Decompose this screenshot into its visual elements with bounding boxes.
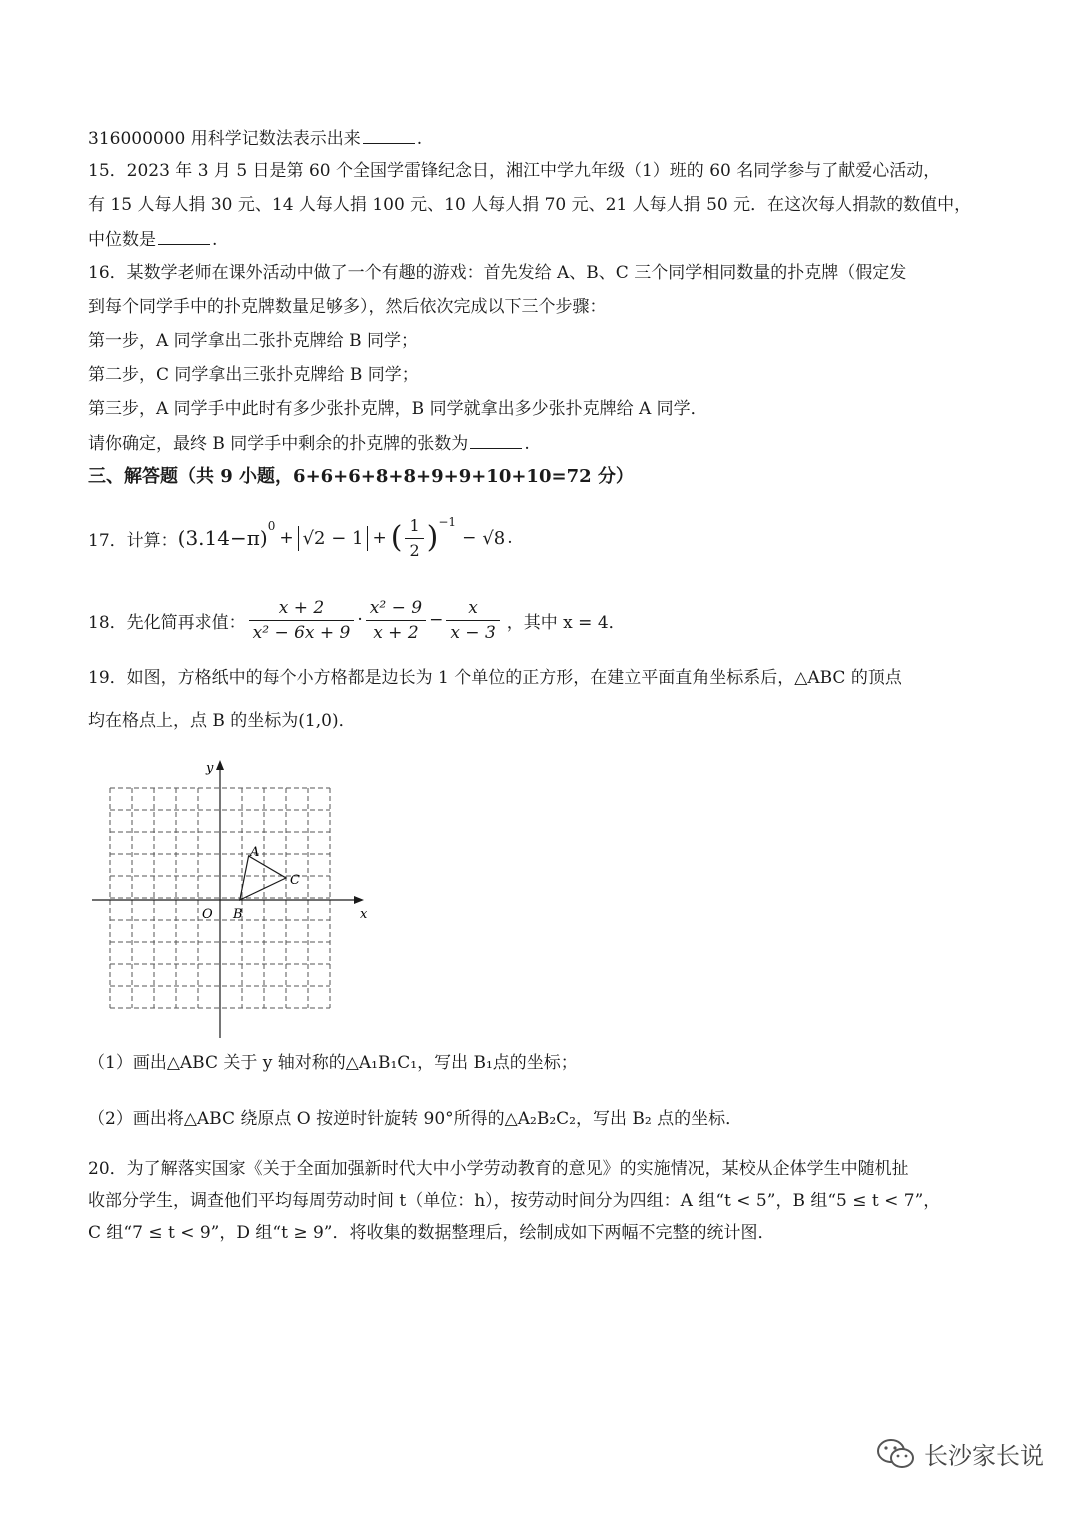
q18-expression: [88, 592, 626, 648]
q17-half-den: 2: [409, 540, 420, 560]
q17-term-a: (3.14−π): [177, 526, 268, 550]
q18-fraction-2: [366, 596, 426, 645]
q15-end: .: [212, 230, 218, 250]
q19-sub-1: （1）画出△ABC 关于 y 轴对称的△A₁B₁C₁，写出 B₁点的坐标；: [88, 1053, 578, 1073]
q17-end: .: [507, 528, 513, 548]
q20-line-2: 收部分学生，调查他们平均每周劳动时间 t（单位：h），按劳动时间分为四组：A 组“t < 5”，B 组“5 ≤ t < 7”，: [88, 1191, 941, 1211]
y-axis-label: y: [206, 761, 214, 776]
q18-f2-den: x + 2: [373, 622, 419, 643]
q20-line-1: 20．为了解落实国家《关于全面加强新时代大中小学劳动教育的意见》的实施情况，某校从企体学生中随机扯: [88, 1159, 909, 1179]
q19-sub-2: （2）画出将△ABC 绕原点 O 按逆时针旋转 90°所得的△A₂B₂C₂，写出 B₂ 点的坐标．: [88, 1109, 743, 1129]
q15-line-3-text: 中位数是: [88, 230, 156, 250]
q17-plus-2: +: [372, 528, 387, 548]
q18-f3-num: x: [446, 596, 499, 621]
q19-line-2: 均在格点上，点 B 的坐标为(1,0)．: [88, 711, 356, 731]
q15-line-3: [88, 228, 217, 251]
point-b-label: B: [233, 907, 243, 922]
q17-paren-right: ): [426, 520, 439, 555]
q17-plus-1: +: [279, 528, 294, 548]
point-c-label: C: [290, 873, 300, 888]
q18-f1-num: x + 2: [249, 596, 355, 621]
x-axis-label: x: [360, 907, 368, 922]
q16-step-3: 第三步，A 同学手中此时有多少张扑克牌，B 同学就拿出多少张扑克牌给 A 同学．: [88, 399, 708, 419]
x-axis-arrow: [354, 896, 364, 904]
q16-end: .: [524, 434, 530, 454]
q16-line-2: 到每个同学手中的扑克牌数量足够多），然后依次完成以下三个步骤：: [88, 297, 607, 317]
q14-tail-line: [88, 127, 422, 150]
q14-tail-text: 316000000 用科学记数法表示出来: [88, 129, 361, 149]
triangle-abc: [240, 856, 286, 900]
wechat-icon: [876, 1437, 916, 1471]
q17-abs: √2 − 1: [298, 526, 369, 551]
coordinate-grid-svg: [88, 752, 378, 1042]
watermark: [876, 1436, 1044, 1471]
q17-paren-left: (: [390, 520, 403, 555]
q17-term-a-exp: 0: [267, 519, 276, 533]
answer-blank: [158, 228, 210, 245]
q18-minus: −: [429, 610, 444, 630]
q18-f3-den: x − 3: [450, 622, 496, 643]
q17-label: 17．计算：: [88, 530, 178, 551]
q16-line-6: [88, 432, 530, 455]
coordinate-grid-figure: [88, 752, 378, 1046]
q19-line-1: 19．如图，方格纸中的每个小方格都是边长为 1 个单位的正方形，在建立平面直角坐标系后，△ABC 的顶点: [88, 668, 902, 688]
q18-fraction-3: [446, 596, 499, 645]
q17-sqrt8: √8: [482, 527, 506, 549]
origin-label: O: [202, 907, 213, 922]
q18-condition: ，其中 x = 4．: [506, 612, 626, 633]
q18-f1-den: x² − 6x + 9: [252, 622, 351, 643]
q16-step-2: 第二步，C 同学拿出三张扑克牌给 B 同学；: [88, 365, 419, 385]
q18-dot: ·: [357, 610, 363, 630]
q17-frac-exp: −1: [438, 515, 457, 529]
q20-line-3: C 组“7 ≤ t < 9”，D 组“t ≥ 9”．将收集的数据整理后，绘制成如下两幅不完整的统计图．: [88, 1223, 775, 1243]
q17-expression: [88, 513, 513, 563]
q15-line-2: 有 15 人每人捐 30 元、14 人每人捐 100 元、10 人每人捐 70 元、21 人每人捐 50 元．在这次每人捐款的数值中，: [88, 195, 972, 215]
q17-half-fraction: [405, 514, 423, 563]
section-header: 三、解答题（共 9 小题，6+6+6+8+8+9+9+10+10=72 分）: [88, 466, 634, 487]
q14-tail-end: .: [416, 129, 423, 149]
answer-blank: [363, 127, 415, 144]
q18-f2-num: x² − 9: [366, 596, 426, 621]
point-a-label: A: [250, 845, 260, 860]
answer-blank: [470, 432, 522, 449]
q16-line-6-text: 请你确定，最终 B 同学手中剩余的扑克牌的张数为: [88, 434, 469, 454]
q18-label: 18．先化简再求值：: [88, 612, 246, 633]
y-axis-arrow: [216, 760, 224, 770]
q17-minus: −: [462, 528, 477, 548]
q18-fraction-1: [249, 596, 355, 645]
q16-line-1: 16．某数学老师在课外活动中做了一个有趣的游戏：首先发给 A、B、C 三个同学相同数量的扑克牌（假定发: [88, 263, 907, 283]
q17-half-num: 1: [405, 514, 423, 539]
q16-step-1: 第一步，A 同学拿出二张扑克牌给 B 同学；: [88, 331, 418, 351]
q15-line-1: 15．2023 年 3 月 5 日是第 60 个全国学雷锋纪念日，湘江中学九年级（1）班的 60 名同学参与了献爱心活动，: [88, 161, 941, 181]
watermark-text: 长沙家长说: [924, 1442, 1044, 1470]
